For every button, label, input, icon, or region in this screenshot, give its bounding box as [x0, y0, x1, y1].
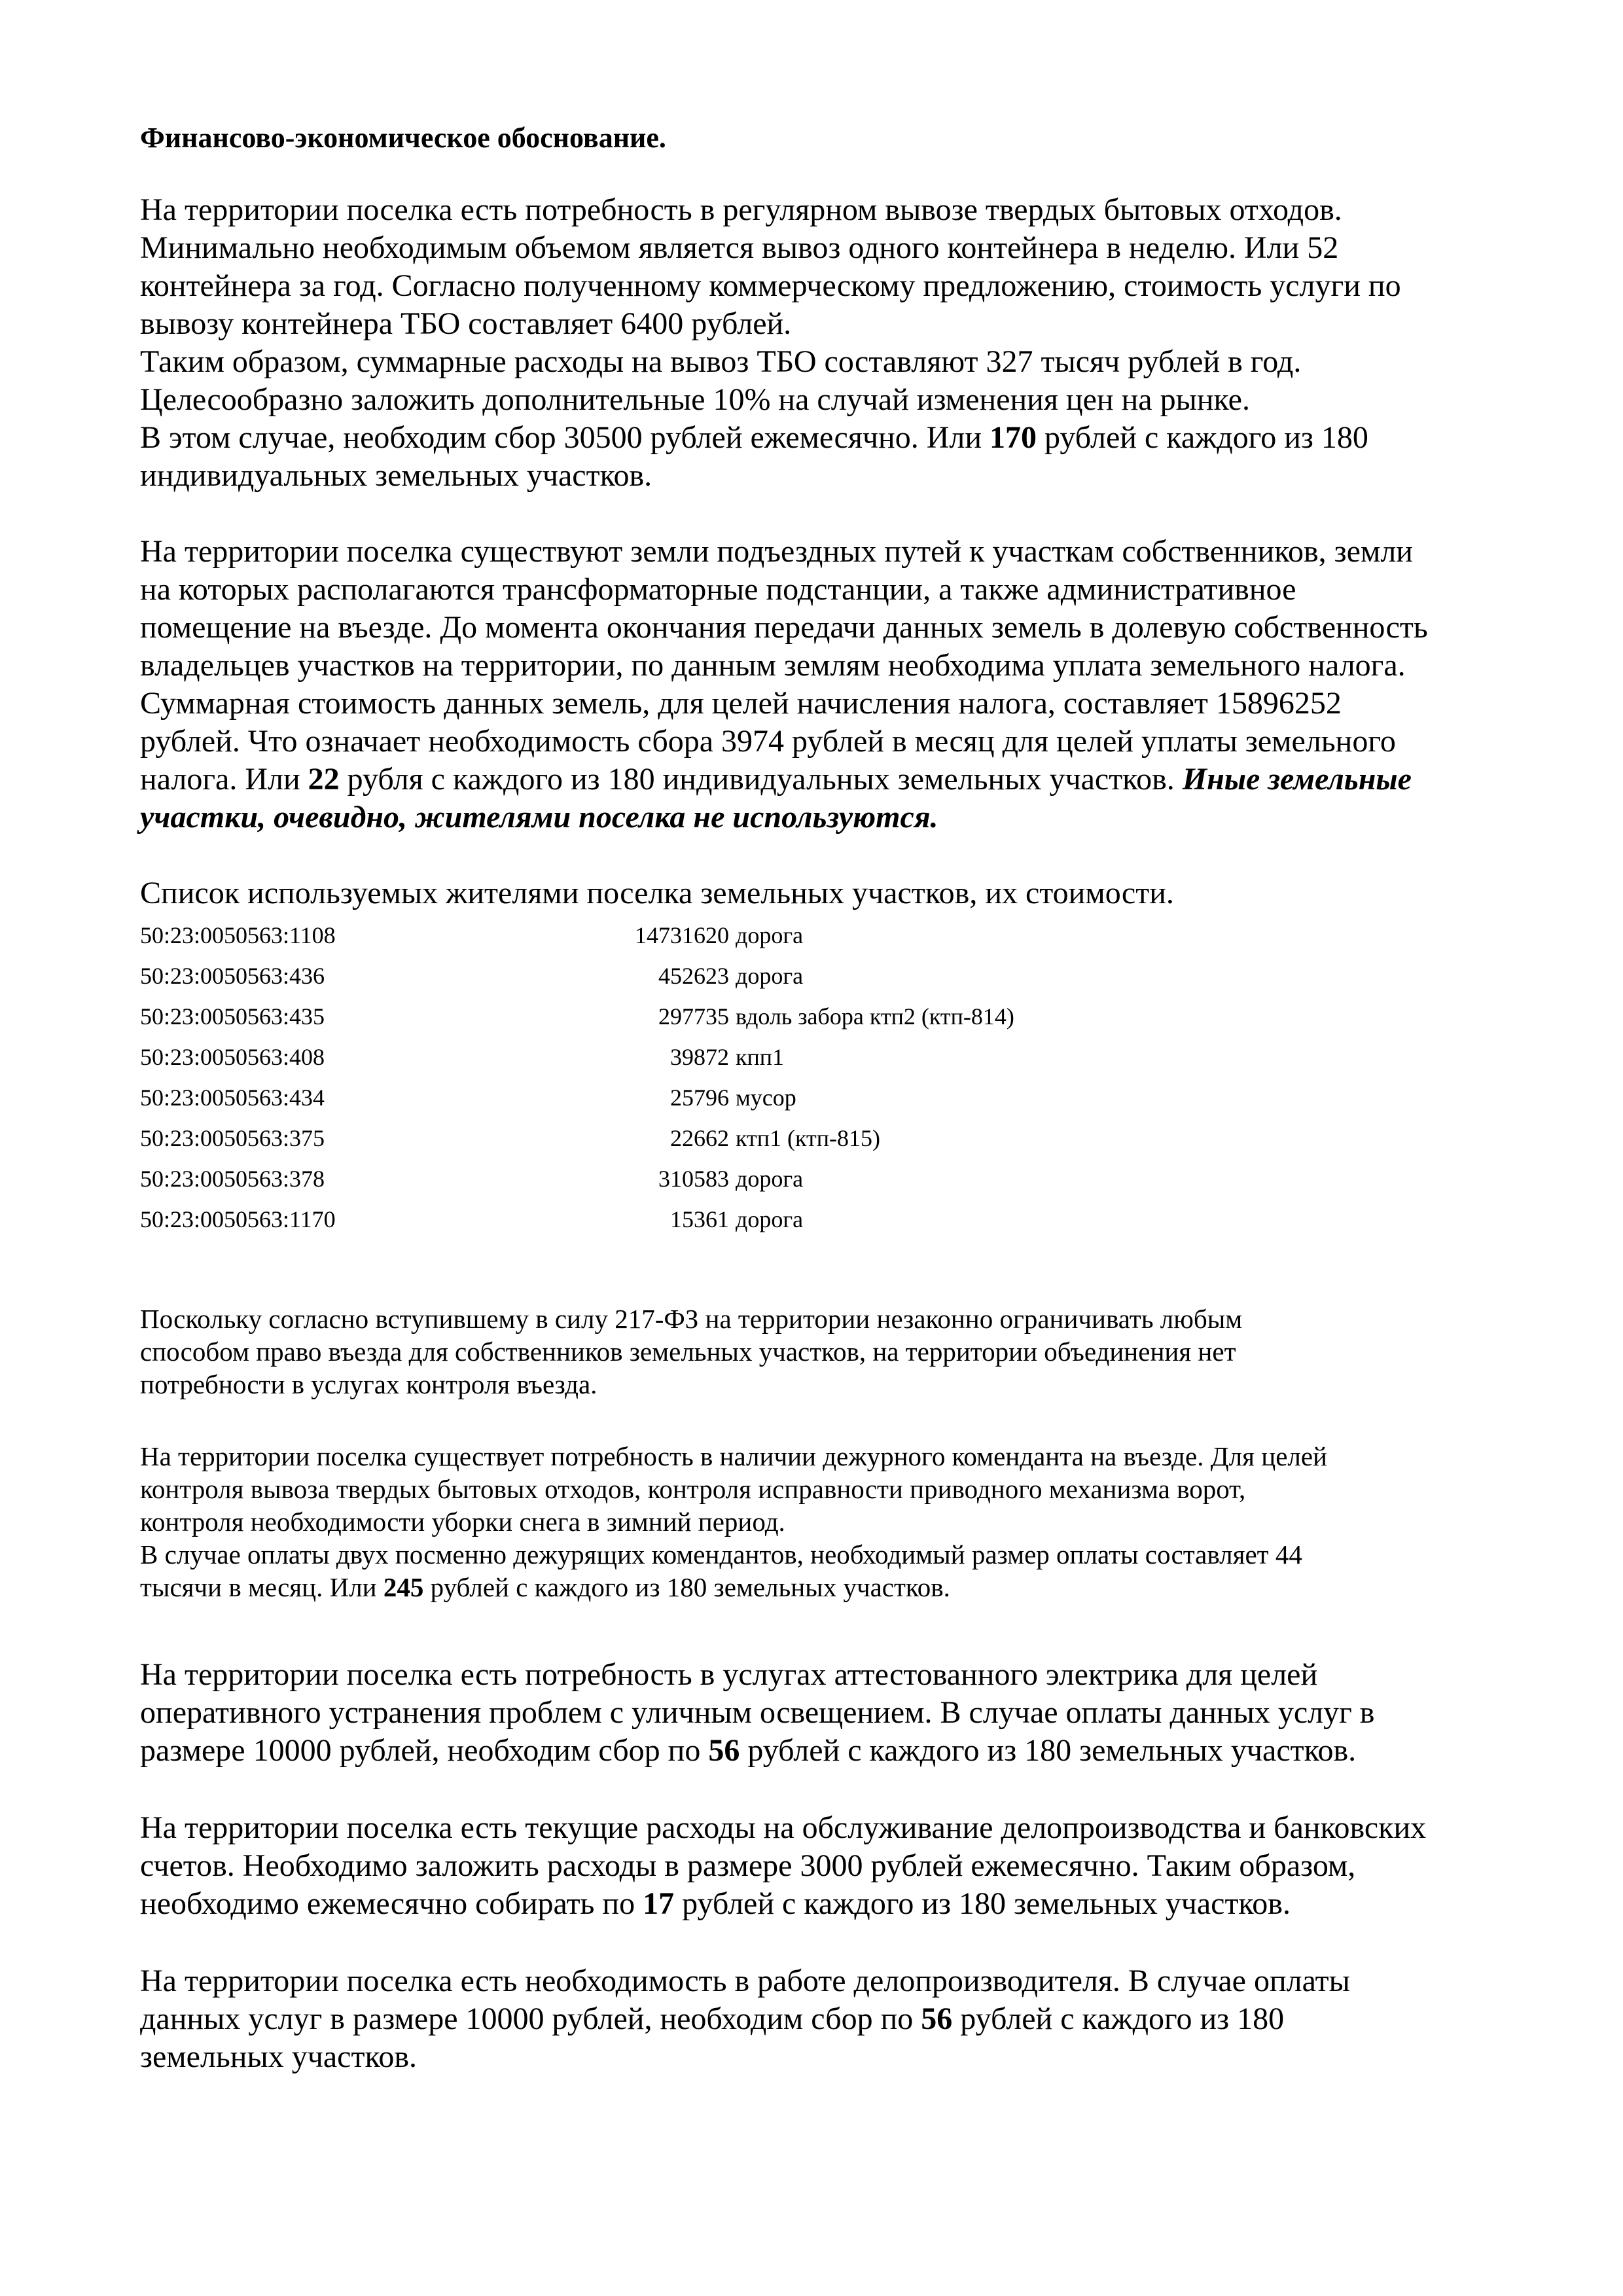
parcel-value: 39872: [670, 1044, 729, 1070]
text-line: земельных участков.: [140, 2039, 417, 2074]
text-line: [140, 1885, 1501, 1923]
parcel-description: вдоль забора ктп2 (ктп-814): [736, 1003, 1014, 1030]
text-line: способом право въезда для собственников земельных участков, на территории объединения нет: [140, 1336, 1236, 1367]
parcel-value: 14731620: [635, 922, 729, 948]
text-line: контроля вывоза твердых бытовых отходов, контроля исправности приводного механизма ворот,: [140, 1474, 1246, 1504]
text-line: Целесообразно заложить дополнительные 10% на случай изменения цен на рынке.: [140, 382, 1250, 417]
text-line: оперативного устранения проблем с уличным освещением. В случае оплаты данных услуг в: [140, 1695, 1375, 1730]
text-line: счетов. Необходимо заложить расходы в размере 3000 рублей ежемесячно. Таким образом,: [140, 1848, 1356, 1883]
amount-bold: 22: [308, 762, 340, 797]
text-line: [140, 2000, 1501, 2038]
parcel-row: [140, 1041, 1383, 1073]
parcel-row: [140, 960, 1383, 992]
amount-bold: 56: [921, 2001, 953, 2036]
parcel-description: дорога: [736, 1166, 804, 1192]
text-line: На территории поселка есть необходимость в работе делопроизводителя. В случае оплаты: [140, 1964, 1350, 1998]
parcel-row: [140, 919, 1383, 952]
cadastral-number: 50:23:0050563:436: [140, 963, 325, 989]
text-fragment: рублей с каждого из 180: [952, 2001, 1285, 2036]
text-line: индивидуальных земельных участков.: [140, 458, 652, 493]
text-line: На территории поселка есть потребность в услугах аттестованного электрика для целей: [140, 1657, 1318, 1692]
text-line: вывозу контейнера ТБО составляет 6400 рублей.: [140, 306, 792, 341]
text-line: потребности в услугах контроля въезда.: [140, 1369, 597, 1399]
text-fragment: рубля с каждого из 180 индивидуальных земельных участков.: [339, 762, 1183, 797]
paragraph-office-expenses: [140, 1809, 1501, 1923]
text-line: владельцев участков на территории, по данным землям необходима уплата земельного налога.: [140, 648, 1406, 683]
emphasis-bold-italic: Иные земельные: [1182, 762, 1412, 797]
text-line: В случае оплаты двух посменно дежурящих комендантов, необходимый размер оплаты составляет 44: [140, 1539, 1302, 1570]
parcel-value: 297735: [658, 1003, 729, 1030]
parcel-value: 452623: [658, 963, 729, 989]
parcel-row: [140, 1081, 1383, 1114]
text-line: помещение на въезде. До момента окончания передачи данных земель в долевую собственность: [140, 610, 1428, 645]
parcel-description: дорога: [736, 963, 804, 989]
parcel-value: 15361: [670, 1206, 729, 1232]
parcel-value: 25796: [670, 1085, 729, 1111]
document-title: Финансово-экономическое обоснование.: [140, 122, 666, 154]
text-line: На территории поселка существуют земли подъездных путей к участкам собственников, земли: [140, 534, 1413, 569]
cadastral-number: 50:23:0050563:434: [140, 1085, 325, 1111]
parcel-row: [140, 1203, 1383, 1236]
text-line: [140, 761, 1501, 798]
text-fragment: рублей с каждого из 180: [1037, 420, 1368, 455]
text-fragment: налога. Или: [140, 762, 308, 797]
text-line: На территории поселка есть потребность в регулярном вывозе твердых бытовых отходов.: [140, 192, 1342, 227]
cadastral-number: 50:23:0050563:378: [140, 1166, 325, 1192]
paragraph-waste-removal: [140, 191, 1501, 495]
text-line: контроля необходимости уборки снега в зимний период.: [140, 1507, 785, 1537]
text-fragment: необходимо ежемесячно собирать по: [140, 1886, 643, 1921]
text-line: Суммарная стоимость данных земель, для целей начисления налога, составляет 15896252: [140, 686, 1342, 721]
cadastral-number: 50:23:0050563:1108: [140, 922, 336, 948]
cadastral-number: 50:23:0050563:408: [140, 1044, 325, 1070]
text-line: На территории поселка есть текущие расходы на обслуживание делопроизводства и банковских: [140, 1810, 1427, 1845]
paragraph-entry-control: [140, 1302, 1501, 1401]
text-fragment: данных услуг в размере 10000 рублей, необходим сбор по: [140, 2001, 921, 2036]
amount-bold: 170: [990, 420, 1037, 455]
parcel-row: [140, 1162, 1383, 1195]
amount-bold: 17: [643, 1886, 675, 1921]
text-fragment: рублей с каждого из 180 земельных участков.: [740, 1733, 1357, 1768]
cadastral-number: 50:23:0050563:375: [140, 1125, 325, 1151]
text-line: на которых располагаются трансформаторные подстанции, а также административное: [140, 572, 1296, 607]
text-line: На территории поселка существует потребность в наличии дежурного коменданта на въезде. Для целей: [140, 1441, 1327, 1471]
text-line: [140, 1571, 1501, 1604]
parcel-row: [140, 1000, 1383, 1033]
parcel-description: мусор: [736, 1085, 796, 1111]
parcel-description: ктп1 (ктп-815): [736, 1125, 880, 1151]
text-line: [140, 1732, 1501, 1770]
text-line: Минимально необходимым объемом является вывоз одного контейнера в неделю. Или 52: [140, 230, 1339, 265]
text-fragment: рублей с каждого из 180 земельных участков.: [423, 1572, 950, 1602]
parcel-description: кпп1: [736, 1044, 785, 1070]
paragraph-clerk: [140, 1962, 1501, 2076]
text-line: Поскольку согласно вступившему в силу 217-ФЗ на территории незаконно ограничивать любым: [140, 1304, 1243, 1334]
text-line: контейнера за год. Согласно полученному коммерческому предложению, стоимость услуги по: [140, 268, 1401, 303]
cadastral-number: 50:23:0050563:1170: [140, 1206, 336, 1232]
text-fragment: тысячи в месяц. Или: [140, 1572, 383, 1602]
parcel-value: 310583: [658, 1166, 729, 1192]
text-fragment: рублей с каждого из 180 земельных участков.: [674, 1886, 1291, 1921]
parcel-value: 22662: [670, 1125, 729, 1151]
paragraph-commandant: [140, 1440, 1501, 1604]
parcel-row: [140, 1122, 1383, 1155]
text-line: участки, очевидно, жителями поселка не используются.: [140, 800, 938, 834]
text-line: [140, 419, 1501, 457]
amount-bold: 245: [383, 1572, 424, 1602]
text-fragment: В этом случае, необходим сбор 30500 рублей ежемесячно. Или: [140, 420, 990, 455]
parcel-description: дорога: [736, 922, 804, 948]
parcel-list-title: Список используемых жителями поселка земельных участков, их стоимости.: [140, 876, 1174, 910]
paragraph-land-tax: [140, 533, 1501, 836]
paragraph-electrician: [140, 1656, 1501, 1770]
cadastral-number: 50:23:0050563:435: [140, 1003, 325, 1030]
text-line: Таким образом, суммарные расходы на вывоз ТБО составляют 327 тысяч рублей в год.: [140, 344, 1302, 379]
parcel-description: дорога: [736, 1206, 804, 1232]
amount-bold: 56: [708, 1733, 740, 1768]
text-line: рублей. Что означает необходимость сбора 3974 рублей в месяц для целей уплаты земельного: [140, 724, 1396, 759]
text-fragment: размере 10000 рублей, необходим сбор по: [140, 1733, 709, 1768]
